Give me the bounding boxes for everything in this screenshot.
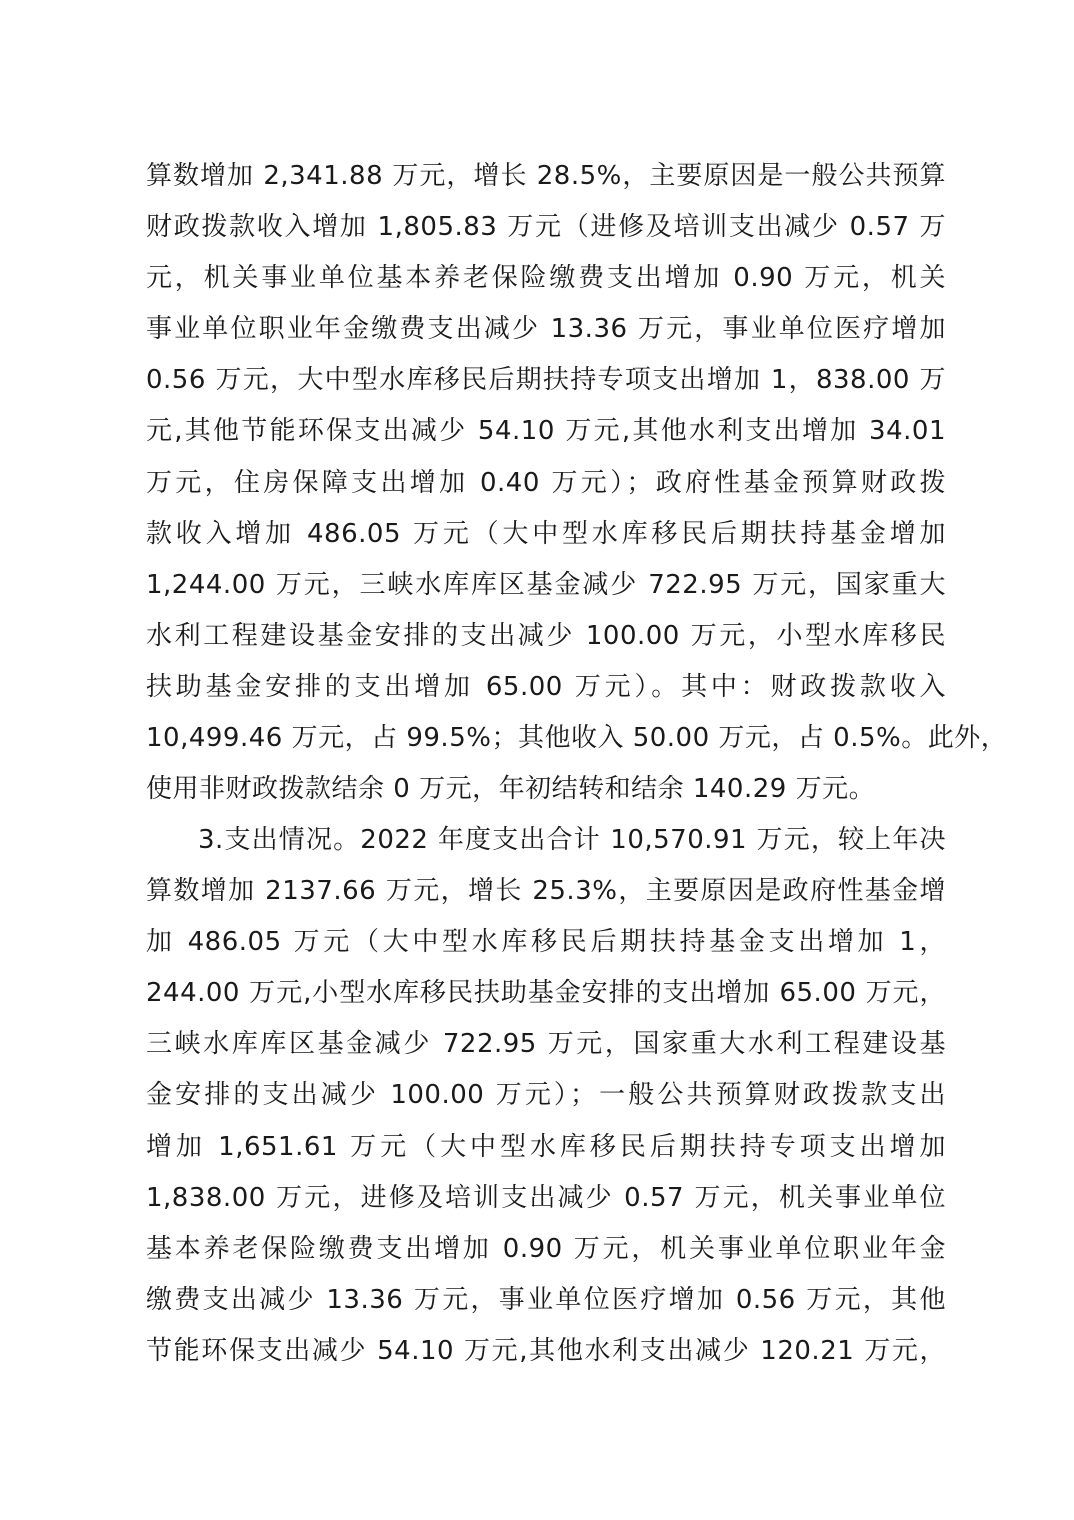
text-line: 财政拨款收入增加 1,805.83 万元（进修及培训支出减少 0.57 万	[146, 212, 946, 243]
text-line: 0.56 万元，大中型水库移民后期扶持专项支出增加 1，838.00 万	[146, 365, 946, 396]
text-line: 水利工程建设基金安排的支出减少 100.00 万元，小型水库移民	[146, 620, 946, 651]
text-line: 244.00 万元,小型水库移民扶助基金安排的支出增加 65.00 万元，	[146, 978, 946, 1009]
text-line: 1,838.00 万元，进修及培训支出减少 0.57 万元，机关事业单位	[146, 1182, 946, 1213]
text-line: 元，机关事业单位基本养老保险缴费支出增加 0.90 万元，机关	[146, 263, 946, 294]
text-line: 增加 1,651.61 万元（大中型水库移民后期扶持专项支出增加	[146, 1131, 946, 1162]
text-line: 缴费支出减少 13.36 万元，事业单位医疗增加 0.56 万元，其他	[146, 1284, 946, 1315]
text-line: 使用非财政拨款结余 0 万元，年初结转和结余 140.29 万元。	[146, 774, 876, 805]
text-line: 扶助基金安排的支出增加 65.00 万元）。其中：财政拨款收入	[146, 671, 946, 702]
text-line: 基本养老保险缴费支出增加 0.90 万元，机关事业单位职业年金	[146, 1233, 946, 1264]
text-line: 三峡水库库区基金减少 722.95 万元，国家重大水利工程建设基	[146, 1029, 946, 1060]
text-line: 3.支出情况。2022 年度支出合计 10,570.91 万元，较上年决	[198, 825, 946, 855]
text-line: 节能环保支出减少 54.10 万元,其他水利支出减少 120.21 万元，	[146, 1335, 946, 1366]
text-line: 加 486.05 万元（大中型水库移民后期扶持基金支出增加 1，	[146, 927, 946, 958]
paragraph-expenditure	[146, 815, 946, 1377]
text-line: 事业单位职业年金缴费支出减少 13.36 万元，事业单位医疗增加	[146, 314, 946, 345]
paragraph-income	[146, 151, 1008, 815]
text-line: 款收入增加 486.05 万元（大中型水库移民后期扶持基金增加	[146, 518, 946, 549]
text-line: 1,244.00 万元，三峡水库库区基金减少 722.95 万元，国家重大	[146, 569, 946, 600]
text-line: 万元，住房保障支出增加 0.40 万元）；政府性基金预算财政拨	[146, 467, 946, 498]
text-line: 算数增加 2137.66 万元，增长 25.3%，主要原因是政府性基金增	[146, 876, 946, 907]
text-line: 元,其他节能环保支出减少 54.10 万元,其他水利支出增加 34.01	[146, 416, 946, 447]
text-line: 金安排的支出减少 100.00 万元）；一般公共预算财政拨款支出	[146, 1080, 946, 1111]
text-line: 算数增加 2,341.88 万元，增长 28.5%，主要原因是一般公共预算	[146, 161, 946, 191]
text-line: 10,499.46 万元，占 99.5%；其他收入 50.00 万元，占 0.5%。此外，	[146, 723, 1008, 754]
